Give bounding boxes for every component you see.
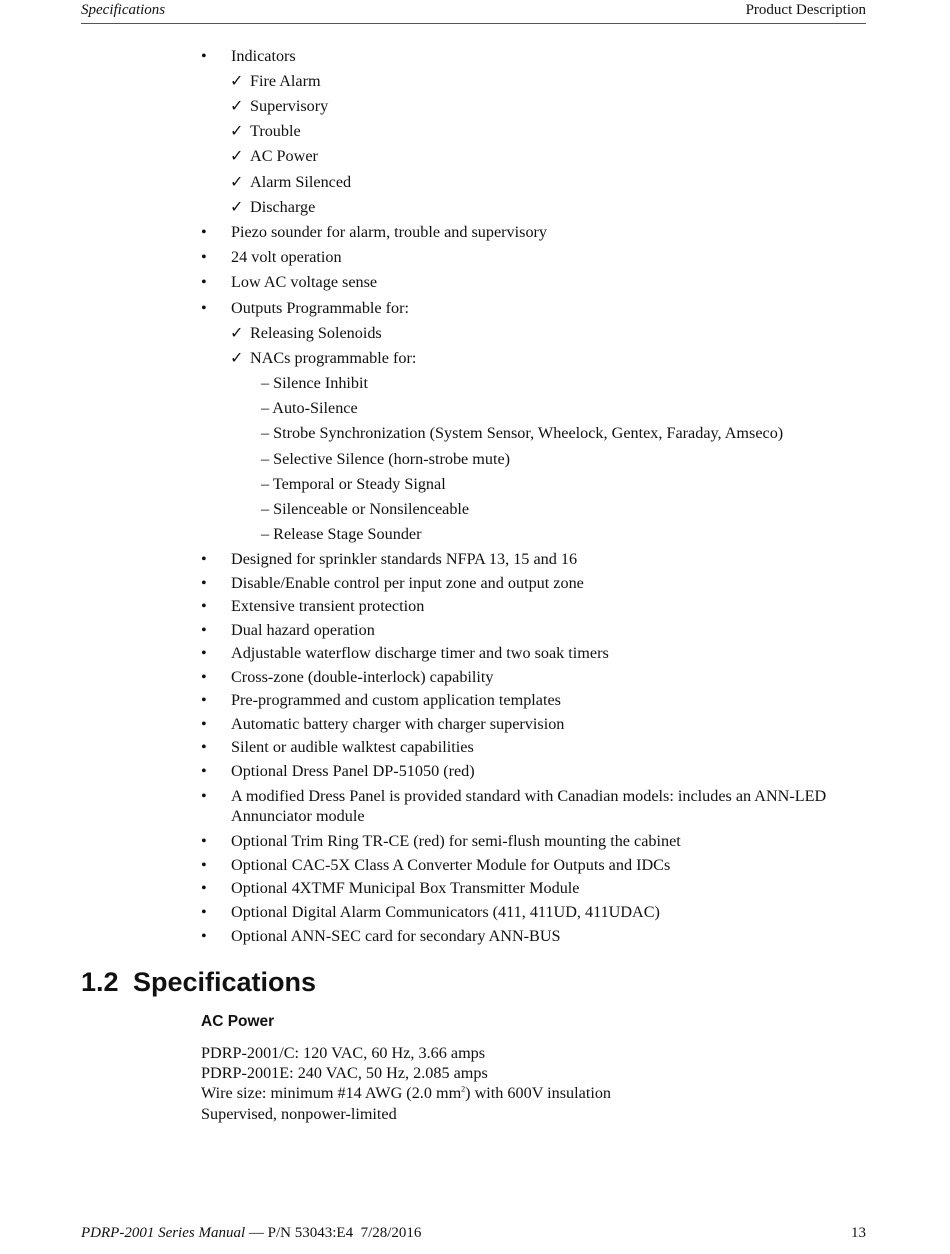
bullet-icon: • bbox=[201, 621, 207, 639]
bullet-icon: • bbox=[201, 47, 207, 65]
bullet-icon: • bbox=[201, 644, 207, 662]
bullet-icon: • bbox=[201, 715, 207, 733]
list-item-text: Indicators bbox=[231, 47, 296, 65]
list-item-text: NACs programmable for: bbox=[250, 349, 417, 367]
checkmark-icon: ✓ bbox=[230, 198, 244, 216]
sub-list-item bbox=[261, 499, 469, 519]
header-chapter-title: Specifications bbox=[81, 2, 166, 18]
subheading-ac-power: AC Power bbox=[201, 1013, 275, 1030]
footer-manual-title: PDRP-2001 Series Manual bbox=[81, 1225, 246, 1241]
checkmark-icon: ✓ bbox=[230, 97, 244, 115]
list-item-text: Extensive transient protection bbox=[231, 597, 425, 615]
checkmark-icon: ✓ bbox=[230, 122, 244, 140]
footer-date: 7/28/2016 bbox=[360, 1225, 422, 1241]
list-item-text: 24 volt operation bbox=[231, 248, 342, 266]
list-item-text: A modified Dress Panel is provided standard with Canadian models: includes an ANN-LED bbox=[231, 787, 827, 805]
checkmark-icon: ✓ bbox=[230, 349, 244, 367]
footer-separator: — bbox=[245, 1225, 268, 1241]
bullet-icon: • bbox=[201, 550, 207, 568]
ac-power-specs bbox=[201, 1043, 611, 1124]
dash-icon: – bbox=[261, 525, 270, 543]
spec-line: PDRP-2001/C: 120 VAC, 60 Hz, 3.66 amps bbox=[201, 1044, 486, 1062]
dash-icon: – bbox=[261, 374, 270, 392]
sub-list-item bbox=[261, 449, 510, 469]
list-item-text: AC Power bbox=[250, 147, 318, 165]
bullet-icon: • bbox=[201, 879, 207, 897]
bullet-icon: • bbox=[201, 903, 207, 921]
sub-list-item bbox=[261, 524, 421, 544]
dash-icon: – bbox=[261, 450, 270, 468]
section-number: 1.2 bbox=[81, 967, 119, 997]
bullet-icon: • bbox=[201, 574, 207, 592]
page-footer bbox=[81, 1224, 866, 1244]
wire-size-text-end: ) with 600V insulation bbox=[465, 1084, 612, 1103]
list-item-text: Releasing Solenoids bbox=[250, 324, 382, 342]
section-title: Specifications bbox=[133, 967, 317, 997]
list-item-text: Release Stage Sounder bbox=[273, 525, 422, 543]
bullet-icon: • bbox=[201, 738, 207, 756]
list-item-text: Cross-zone (double-interlock) capability bbox=[231, 668, 494, 686]
list-item-text: Optional CAC-5X Class A Converter Module for Outputs and IDCs bbox=[231, 856, 671, 874]
bullet-icon: • bbox=[201, 299, 207, 317]
list-item-text: Optional Digital Alarm Communicators (411, 411UD, 411UDAC) bbox=[231, 903, 660, 921]
bullet-icon: • bbox=[201, 856, 207, 874]
bullet-icon: • bbox=[201, 248, 207, 266]
dash-icon: – bbox=[261, 399, 270, 417]
list-item-text: Optional 4XTMF Municipal Box Transmitter Module bbox=[231, 879, 580, 897]
list-item-text: Supervisory bbox=[250, 97, 329, 115]
list-item-text: Low AC voltage sense bbox=[231, 273, 378, 291]
bullet-icon: • bbox=[201, 597, 207, 615]
list-item-text: Silence Inhibit bbox=[273, 374, 368, 392]
spec-line: PDRP-2001E: 240 VAC, 50 Hz, 2.085 amps bbox=[201, 1064, 488, 1083]
list-item-text: Fire Alarm bbox=[250, 72, 321, 90]
sub-list-item bbox=[261, 373, 368, 393]
dash-icon: – bbox=[261, 475, 270, 493]
checkmark-icon: ✓ bbox=[230, 173, 244, 191]
bullet-icon: • bbox=[201, 762, 207, 780]
header-section-title: Product Description bbox=[745, 2, 866, 18]
list-item-text: Temporal or Steady Signal bbox=[272, 475, 446, 493]
footer-part-number: P/N 53043:E4 bbox=[267, 1225, 354, 1241]
list-item-text: Silenceable or Nonsilenceable bbox=[273, 500, 470, 518]
section-heading bbox=[81, 966, 316, 998]
checkmark-icon: ✓ bbox=[230, 147, 244, 165]
bullet-icon: • bbox=[201, 668, 207, 686]
list-item-text: Outputs Programmable for: bbox=[231, 299, 410, 317]
list-item-text: Strobe Synchronization (System Sensor, Wheelock, Gentex, Faraday, Amseco) bbox=[273, 424, 784, 442]
bullet-icon: • bbox=[201, 223, 207, 241]
dash-icon: – bbox=[261, 424, 270, 442]
checkmark-icon: ✓ bbox=[230, 324, 244, 342]
sub-list-item bbox=[261, 474, 446, 494]
list-item-text: Optional Trim Ring TR-CE (red) for semi-flush mounting the cabinet bbox=[231, 832, 681, 850]
spec-line-wire-size bbox=[201, 1083, 611, 1103]
sub-list-item bbox=[261, 423, 783, 443]
bullet-icon: • bbox=[201, 273, 207, 291]
list-item-text: Auto-Silence bbox=[272, 399, 358, 417]
list-item-text: Optional Dress Panel DP-51050 (red) bbox=[231, 762, 475, 780]
list-item-text: Selective Silence (horn-strobe mute) bbox=[273, 450, 511, 468]
list-item-text: Silent or audible walktest capabilities bbox=[231, 738, 474, 756]
page-number: 13 bbox=[851, 1225, 866, 1241]
list-item-text-continued: Annunciator module bbox=[231, 807, 365, 825]
superscript: 2 bbox=[461, 1084, 466, 1094]
list-item-text: Automatic battery charger with charger supervision bbox=[231, 715, 565, 733]
list-item-text: Alarm Silenced bbox=[250, 173, 352, 191]
bullet-icon: • bbox=[201, 927, 207, 945]
list-item-text: Designed for sprinkler standards NFPA 13, 15 and 16 bbox=[231, 550, 578, 568]
spec-line: Supervised, nonpower-limited bbox=[201, 1104, 397, 1123]
dash-icon: – bbox=[261, 500, 270, 518]
list-item-text: Optional ANN-SEC card for secondary ANN-BUS bbox=[231, 927, 561, 945]
sub-list-item bbox=[261, 398, 358, 418]
list-item-text: Piezo sounder for alarm, trouble and supervisory bbox=[231, 223, 548, 241]
wire-size-text: Wire size: minimum #14 AWG (2.0 mm bbox=[201, 1084, 462, 1103]
checkmark-icon: ✓ bbox=[230, 72, 244, 90]
list-item-text: Disable/Enable control per input zone and output zone bbox=[231, 574, 584, 592]
list-item-text: Trouble bbox=[250, 122, 301, 140]
bullet-icon: • bbox=[201, 832, 207, 850]
bullet-icon: • bbox=[201, 787, 207, 805]
bullet-icon: • bbox=[201, 691, 207, 709]
list-item-text: Adjustable waterflow discharge timer and two soak timers bbox=[231, 644, 609, 662]
list-item-text: Discharge bbox=[250, 198, 316, 216]
list-item-text: Pre-programmed and custom application templates bbox=[231, 691, 561, 709]
list-item-text: Dual hazard operation bbox=[231, 621, 375, 639]
